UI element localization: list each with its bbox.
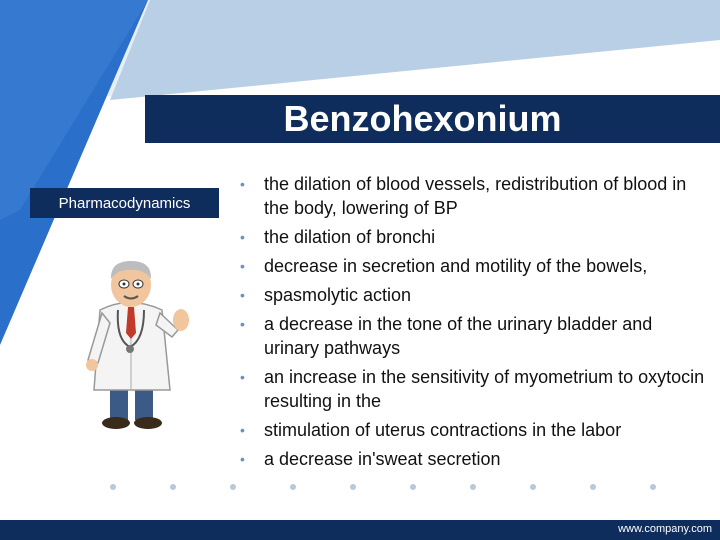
bullet-item	[240, 283, 710, 307]
bullet-item	[240, 418, 710, 442]
bullet-dot: •	[240, 176, 245, 192]
bullet-text: spasmolytic action	[264, 285, 412, 305]
title-bar	[145, 95, 720, 143]
section-label	[30, 188, 219, 218]
bullet-item	[240, 225, 710, 249]
bullet-dot: •	[240, 316, 245, 332]
bullet-dot: •	[240, 258, 245, 274]
footer-bar	[0, 520, 720, 540]
bullet-dot: •	[240, 422, 245, 438]
bullet-item	[240, 365, 710, 413]
bullet-dot: •	[240, 451, 245, 467]
bullet-text: a decrease in'sweat secretion	[264, 449, 501, 469]
bullet-text: the dilation of blood vessels, redistribution of blood in the body, lowering of BP	[264, 174, 687, 218]
bullet-item	[240, 254, 710, 278]
bullet-list	[240, 172, 710, 476]
bullet-item	[240, 172, 710, 220]
doctor-illustration	[80, 255, 195, 430]
bullet-text: a decrease in the tone of the urinary bladder and urinary pathways	[264, 314, 653, 358]
bullet-item	[240, 312, 710, 360]
bullet-item	[240, 447, 710, 471]
decorative-dots	[110, 484, 670, 492]
bullet-text: the dilation of bronchi	[264, 227, 436, 247]
bullet-dot: •	[240, 287, 245, 303]
bullet-text: an increase in the sensitivity of myometrium to oxytocin resulting in the	[264, 367, 705, 411]
slide-title: Benzohexonium	[283, 98, 562, 139]
footer-url[interactable]: www.company.com	[618, 523, 712, 535]
section-label-text: Pharmacodynamics	[58, 194, 191, 212]
bullet-text: stimulation of uterus contractions in the labor	[264, 420, 622, 440]
bullet-dot: •	[240, 229, 245, 245]
bullet-text: decrease in secretion and motility of the bowels,	[264, 256, 648, 276]
bullet-dot: •	[240, 369, 245, 385]
